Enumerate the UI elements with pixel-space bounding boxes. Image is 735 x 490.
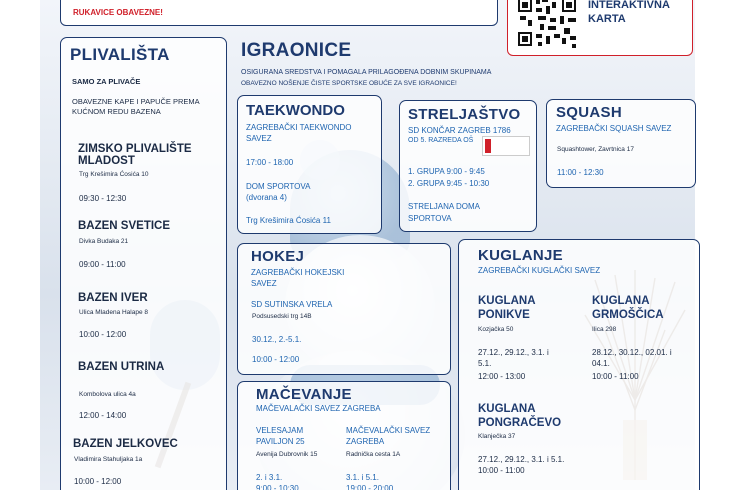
- fencing-venue-name: MAČEVALAČKI SAVEZ ZAGREBA: [346, 426, 431, 446]
- squash-title: SQUASH: [556, 104, 622, 121]
- pools-title: PLIVALIŠTA: [70, 45, 170, 64]
- pools-note: OBAVEZNE KAPE I PAPUČE PREMA KUĆNOM REDU BAZENA: [72, 97, 200, 116]
- playrooms-note-equipment: OSIGURANA SREDSTVA I POMAGALA PRILAGOĐENA DOBNIM SKUPINAMA: [241, 69, 492, 76]
- bowling-hall-name: KUGLANA PONIKVE: [478, 295, 536, 321]
- playrooms-note-shoes: OBAVEZNO NOŠENJE ČISTE SPORTSKE OBUĆE ZA SVE IGRAONICE!: [241, 80, 457, 87]
- hockey-title: HOKEJ: [251, 248, 305, 265]
- shooting-group-1: 1. GRUPA 9:00 - 9:45: [408, 167, 485, 176]
- pool-name: BAZEN UTRINA: [78, 361, 165, 373]
- taekwondo-org: ZAGREBAČKI TAEKWONDO SAVEZ: [246, 123, 352, 143]
- fencing-venue-name: VELESAJAM PAVILJON 25: [256, 426, 305, 446]
- bowling-hall-address: Kozjačka 50: [478, 326, 514, 333]
- bowling-title: KUGLANJE: [478, 247, 563, 264]
- fencing-org: MAČEVALAČKI SAVEZ ZAGREBA: [256, 404, 381, 413]
- pool-name: ZIMSKO PLIVALIŠTE MLADOST: [78, 143, 192, 167]
- pools-subtitle: SAMO ZA PLIVAČE: [72, 77, 141, 86]
- pool-address: Trg Krešimira Ćosića 10: [79, 171, 149, 178]
- fencing-venue-dates: 2. i 3.1.: [256, 473, 283, 482]
- shooting-logo: [482, 136, 530, 156]
- playrooms-title: IGRAONICE: [241, 40, 352, 61]
- pool-time: 10:00 - 12:00: [74, 477, 122, 486]
- bowling-hall-name: KUGLANA GRMOŠČICA: [592, 295, 664, 321]
- fencing-venue-dates: 3.1. i 5.1.: [346, 473, 379, 482]
- pool-time: 10:00 - 12:00: [79, 330, 127, 339]
- pool-name: BAZEN IVER: [78, 292, 148, 304]
- gloves-warning: RUKAVICE OBAVEZNE!: [73, 8, 163, 17]
- pool-name: BAZEN SVETICE: [78, 220, 171, 232]
- fencing-venue-time: 19:00 - 20:00: [346, 484, 394, 490]
- qr-caption: INTERAKTIVNA KARTA: [588, 0, 670, 25]
- taekwondo-venue: DOM SPORTOVA (dvorana 4): [246, 182, 311, 202]
- bowling-hall-dates: 27.12., 29.12., 3.1. i 5.1.: [478, 455, 565, 464]
- taekwondo-time: 17:00 - 18:00: [246, 158, 294, 167]
- bowling-hall-dates: 28.12., 30.12., 02.01. i 04.1.: [592, 348, 672, 368]
- bowling-hall-address: Klanječka 37: [478, 433, 516, 440]
- shooting-group-2: 2. GRUPA 9:45 - 10:30: [408, 179, 490, 188]
- hockey-dates: 30.12., 2.-5.1.: [252, 335, 302, 344]
- pool-address: Kombolova ulica 4a: [79, 391, 136, 398]
- shooting-org: SD KONČAR ZAGREB 1786: [408, 126, 511, 135]
- hockey-venue: SD SUTINSKA VRELA: [251, 300, 333, 309]
- shooting-age: OD 5. RAZREDA OŠ: [408, 137, 474, 144]
- bowling-org: ZAGREBAČKI KUGLAČKI SAVEZ: [478, 266, 601, 275]
- hockey-address: Podsusedski trg 14B: [252, 313, 312, 320]
- pool-time: 09:30 - 12:30: [79, 194, 127, 203]
- pool-time: 09:00 - 11:00: [79, 260, 126, 269]
- bowling-hall-dates: 27.12., 29.12., 3.1. i 5.1.: [478, 348, 549, 368]
- taekwondo-title: TAEKWONDO: [246, 102, 345, 119]
- taekwondo-address: Trg Krešimira Ćosića 11: [246, 216, 331, 225]
- pool-address: Vladimira Stahuljaka 1a: [74, 456, 143, 463]
- shooting-venue: STRELJANA DOMA SPORTOVA: [408, 202, 481, 223]
- hockey-time: 10:00 - 12:00: [252, 355, 300, 364]
- pool-name: BAZEN JELKOVEC: [73, 438, 178, 450]
- fencing-venue-time: 9:00 - 10:30: [256, 484, 299, 490]
- squash-address: Squashtower, Zavrtnica 17: [557, 146, 634, 153]
- pool-address: Divka Budaka 21: [79, 238, 129, 245]
- fencing-venue-address: Radnička cesta 1A: [346, 451, 401, 458]
- bowling-hall-address: Ilica 298: [592, 326, 617, 333]
- squash-time: 11:00 - 12:30: [557, 168, 604, 177]
- shooting-title: STRELJAŠTVO: [408, 106, 521, 123]
- bowling-hall-time: 10:00 - 11:00: [478, 466, 525, 475]
- left-margin: [0, 0, 40, 490]
- fencing-title: MAČEVANJE: [256, 386, 352, 403]
- right-margin: [695, 0, 735, 490]
- bowling-hall-name: KUGLANA PONGRAČEVO: [478, 403, 562, 429]
- hockey-org: ZAGREBAČKI HOKEJSKI SAVEZ: [251, 268, 345, 288]
- bowling-hall-time: 10:00 - 11:00: [592, 372, 639, 381]
- squash-org: ZAGREBAČKI SQUASH SAVEZ: [556, 124, 672, 133]
- pool-time: 12:00 - 14:00: [79, 411, 127, 420]
- bowling-hall-time: 12:00 - 13:00: [478, 372, 526, 381]
- fencing-venue-address: Avenija Dubrovnik 15: [256, 451, 318, 458]
- pool-address: Ulica Mladena Halape 8: [79, 309, 149, 316]
- qr-code-icon[interactable]: [516, 0, 578, 48]
